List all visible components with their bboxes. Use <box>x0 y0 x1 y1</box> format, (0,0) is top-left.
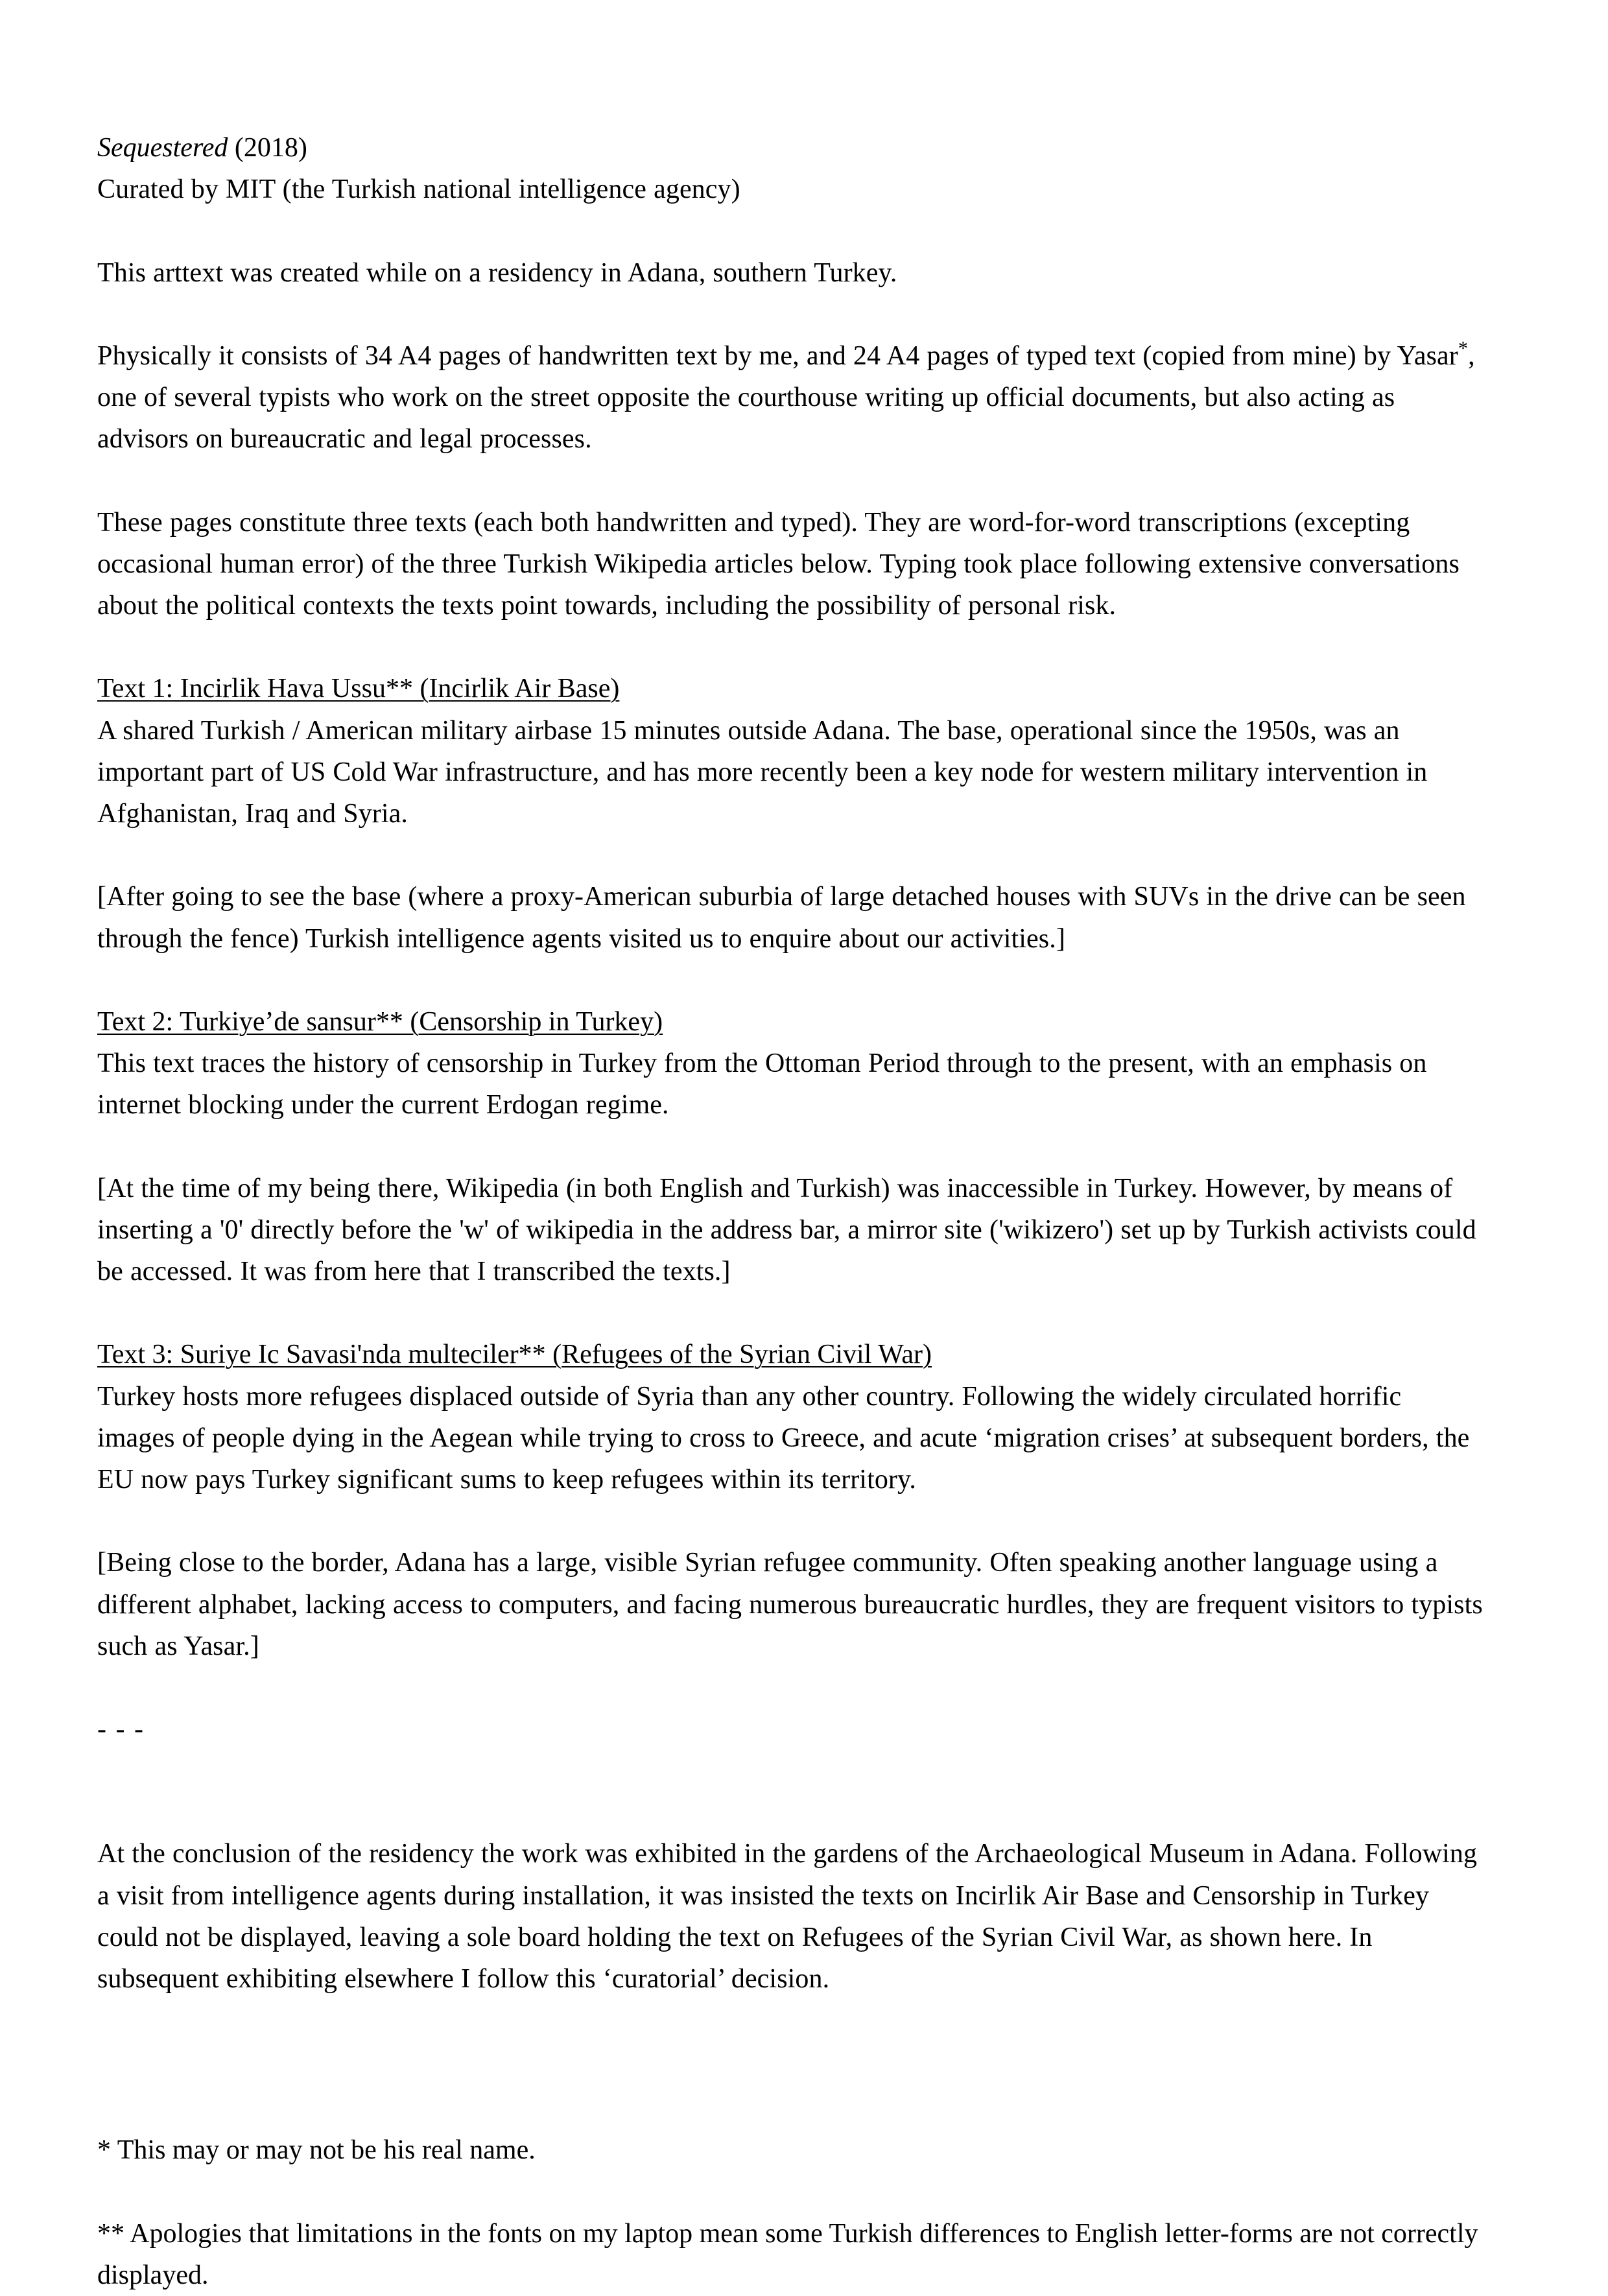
conclusion-paragraph: At the conclusion of the residency the work was exhibited in the gardens of the Archaeological Museum in Adana. Following a visit from intelligence agents during installation, it was insisted the texts on Incirlik Air Base and Censorship in Turkey could not be displayed, leaving a sole board holding the text on Refugees of the Syrian Civil War, as shown here. In subsequent exhibiting elsewhere I follow this ‘curatorial’ decision. <box>97 1833 1485 2000</box>
text-3-heading-label: Text 3: Suriye Ic Savasi'nda multeciler** (Refugees of the Syrian Civil War) <box>97 1340 932 1369</box>
document-body <box>97 127 1485 2296</box>
spacer <box>97 1126 1485 1168</box>
spacer <box>97 1750 1485 1833</box>
spacer <box>97 1292 1485 1334</box>
spacer <box>97 626 1485 668</box>
text-1-heading-label: Text 1: Incirlik Hava Ussu** (Incirlik Air Base) <box>97 674 619 704</box>
physical-description-paragraph <box>97 335 1485 460</box>
spacer <box>97 211 1485 252</box>
spacer <box>97 460 1485 502</box>
spacer <box>97 2000 1485 2129</box>
text-1-bracketed-note: [After going to see the base (where a proxy-American suburbia of large detached houses with SUVs in the drive can be seen through the fence) Turkish intelligence agents visited us to enquire about our activities.] <box>97 876 1485 960</box>
spacer <box>97 834 1485 876</box>
text-1-body: A shared Turkish / American military airbase 15 minutes outside Adana. The base, operational since the 1950s, was an important part of US Cold War infrastructure, and has more recently been a key node for western military intervention in Afghanistan, Iraq and Syria. <box>97 710 1485 835</box>
curator-line: Curated by MIT (the Turkish national intelligence agency) <box>97 169 1485 210</box>
physical-description-part2: , one of several typists who work on the street opposite the courthouse writing up official documents, but also acting as advisors on bureaucratic and legal processes. <box>97 341 1475 455</box>
text-3-bracketed-note: [Being close to the border, Adana has a large, visible Syrian refugee community. Often speaking another language using a different alphabet, lacking access to computers, and facing numerous bureaucratic hurdles, they are frequent visitors to typists such as Yasar.] <box>97 1542 1485 1667</box>
spacer <box>97 294 1485 335</box>
constitute-paragraph: These pages constitute three texts (each both handwritten and typed). They are word-for-word transcriptions (excepting occasional human error) of the three Turkish Wikipedia articles below. Typing took place following extensive conversations about the political contexts the texts point towards, including the possibility of personal risk. <box>97 502 1485 627</box>
text-2-heading <box>97 1001 1485 1043</box>
physical-description-part1: Physically it consists of 34 A4 pages of handwritten text by me, and 24 A4 pages of typed text (copied from mine) by Yasar <box>97 341 1458 371</box>
section-separator: - - - <box>97 1709 1485 1750</box>
footnote-marker-asterisk: * <box>1458 337 1468 359</box>
text-2-bracketed-note: [At the time of my being there, Wikipedia (in both English and Turkish) was inaccessible in Turkey. However, by means of inserting a '0' directly before the 'w' of wikipedia in the address bar, a mirror site ('wikizero') set up by Turkish activists could be accessed. It was from here that I transcribed the texts.] <box>97 1168 1485 1293</box>
work-title-line <box>97 127 1485 169</box>
text-3-heading <box>97 1334 1485 1375</box>
text-2-body: This text traces the history of censorship in Turkey from the Ottoman Period through to the present, with an emphasis on internet blocking under the current Erdogan regime. <box>97 1043 1485 1126</box>
spacer <box>97 2172 1485 2213</box>
text-2-heading-label: Text 2: Turkiye’de sansur** (Censorship in Turkey) <box>97 1007 663 1037</box>
footnote-single-asterisk: * This may or may not be his real name. <box>97 2129 1485 2171</box>
text-3-body: Turkey hosts more refugees displaced outside of Syria than any other country. Following the widely circulated horrific images of people dying in the Aegean while trying to cross to Greece, and acute ‘migration crises’ at subsequent borders, the EU now pays Turkey significant sums to keep refugees within its territory. <box>97 1376 1485 1501</box>
spacer <box>97 960 1485 1001</box>
spacer <box>97 1500 1485 1542</box>
text-1-heading <box>97 668 1485 709</box>
footnote-double-asterisk: ** Apologies that limitations in the fonts on my laptop mean some Turkish differences to English letter-forms are not correctly displayed. <box>97 2213 1485 2296</box>
intro-paragraph: This arttext was created while on a residency in Adana, southern Turkey. <box>97 252 1485 294</box>
work-title: Sequestered <box>97 133 228 163</box>
spacer <box>97 1667 1485 1709</box>
work-year: (2018) <box>228 133 307 163</box>
